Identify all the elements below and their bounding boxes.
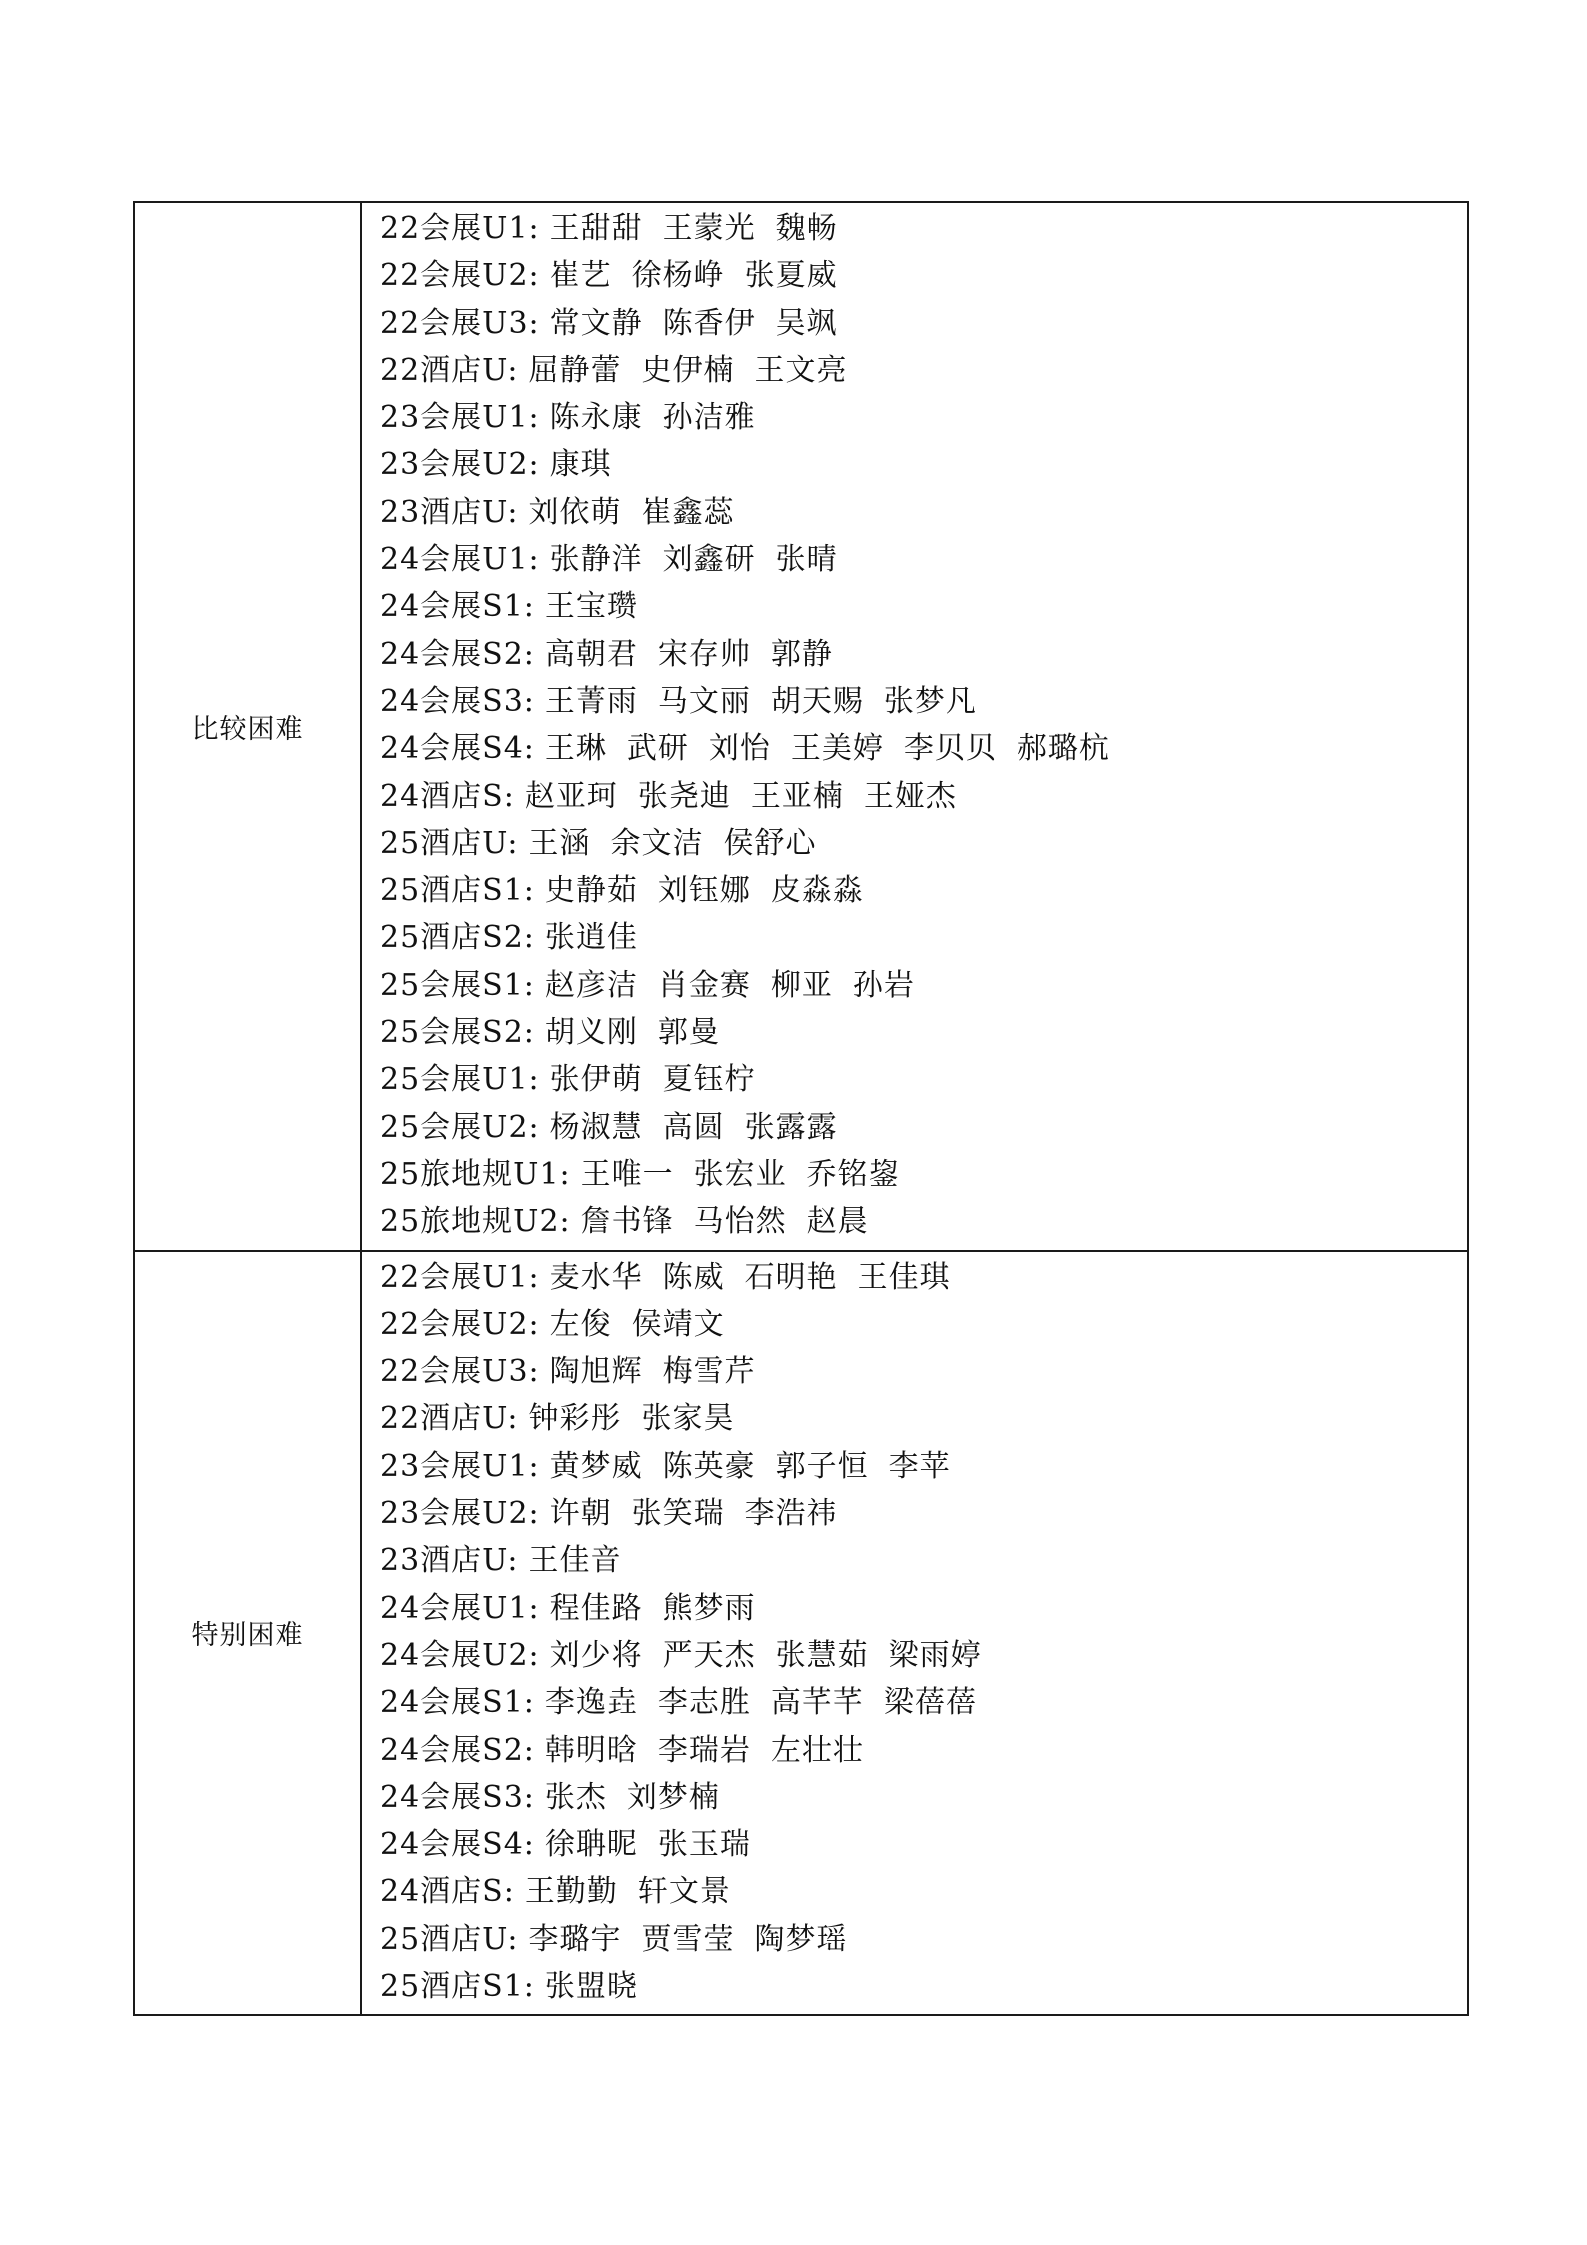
student-name: 史静茹 (544, 873, 638, 909)
class-line (380, 1963, 1467, 2010)
class-line (380, 1254, 1467, 1301)
student-name: 高朝君 (544, 636, 638, 672)
student-name: 高芊芊 (770, 1685, 864, 1721)
student-name: 赵晨 (806, 1204, 869, 1240)
class-label: 24会展S2: (380, 636, 535, 672)
student-name: 王甜甜 (549, 211, 643, 246)
student-name: 胡天赐 (770, 683, 864, 719)
class-label: 24会展S1: (380, 1685, 535, 1721)
student-name: 王宝瓒 (544, 589, 638, 625)
class-label: 24会展S3: (380, 1779, 535, 1815)
student-name: 程佳路 (549, 1590, 643, 1626)
student-name: 魏畅 (775, 211, 838, 246)
student-name: 郭子恒 (775, 1448, 869, 1484)
student-name: 马怡然 (693, 1204, 787, 1240)
student-name: 王蒙光 (662, 211, 756, 246)
student-name: 宋存帅 (657, 636, 751, 672)
student-name: 石明艳 (744, 1259, 838, 1295)
class-line (380, 1348, 1467, 1395)
student-name: 侯靖文 (631, 1306, 725, 1342)
student-name: 王亚楠 (750, 778, 844, 814)
class-line (380, 1104, 1467, 1151)
student-name: 张杰 (544, 1779, 607, 1815)
student-name: 史伊楠 (641, 352, 735, 388)
student-name: 梅雪芹 (662, 1354, 756, 1390)
student-name: 常文静 (549, 305, 643, 341)
student-name: 郭曼 (657, 1015, 720, 1051)
class-line (380, 773, 1467, 820)
names-cell (361, 202, 1468, 1251)
student-name: 梁雨婷 (888, 1637, 982, 1673)
student-name: 麦水华 (549, 1259, 643, 1295)
group-row-very-difficult (134, 1251, 1468, 2016)
class-line (380, 678, 1467, 725)
student-name: 杨淑慧 (549, 1109, 643, 1145)
class-label: 23会展U1: (380, 400, 540, 436)
class-line (380, 1821, 1467, 1868)
class-label: 25旅地规U1: (380, 1156, 571, 1192)
student-name: 李逸垚 (544, 1685, 638, 1721)
student-name: 左俊 (549, 1306, 612, 1342)
student-name: 张夏威 (744, 258, 838, 294)
student-name: 王琳 (544, 731, 607, 767)
student-name: 王佳音 (528, 1543, 622, 1579)
student-name: 陈永康 (549, 400, 643, 436)
student-name: 左壮壮 (770, 1732, 864, 1768)
class-line (380, 1916, 1467, 1963)
student-name: 赵彦洁 (544, 967, 638, 1003)
student-name: 刘鑫研 (662, 542, 756, 578)
student-name: 贾雪莹 (641, 1921, 735, 1957)
student-name: 詹书锋 (580, 1204, 674, 1240)
student-name: 张笑瑞 (631, 1496, 725, 1532)
class-line (380, 631, 1467, 678)
student-name: 刘怡 (708, 731, 771, 767)
class-line (380, 725, 1467, 772)
class-label: 24会展S4: (380, 1827, 535, 1863)
student-name: 王涵 (528, 825, 591, 861)
class-label: 22酒店U: (380, 1401, 519, 1437)
class-line (380, 1490, 1467, 1537)
class-label: 24会展U1: (380, 542, 540, 578)
student-name: 余文洁 (610, 825, 704, 861)
group-row-difficult (134, 202, 1468, 1251)
category-cell: 比较困难 (134, 202, 361, 1251)
class-label: 24酒店S: (380, 778, 515, 814)
student-name: 侯舒心 (723, 825, 817, 861)
student-name: 张晴 (775, 542, 838, 578)
student-name: 屈静蕾 (528, 352, 622, 388)
student-name: 李瑞岩 (657, 1732, 751, 1768)
class-line (380, 394, 1467, 441)
student-name: 肖金赛 (657, 967, 751, 1003)
student-name: 王佳琪 (857, 1259, 951, 1295)
student-name: 刘依萌 (528, 494, 622, 530)
student-name: 王勤勤 (524, 1874, 618, 1910)
class-line (380, 1585, 1467, 1632)
student-name: 郭静 (770, 636, 833, 672)
class-line (380, 300, 1467, 347)
student-name: 孙岩 (852, 967, 915, 1003)
student-name: 轩文景 (637, 1874, 731, 1910)
class-label: 22会展U2: (380, 258, 540, 294)
student-name: 李璐宇 (528, 1921, 622, 1957)
student-name: 陶旭辉 (549, 1354, 643, 1390)
names-cell (361, 1251, 1468, 2016)
class-label: 22会展U2: (380, 1306, 540, 1342)
student-name: 陶梦瑶 (754, 1921, 848, 1957)
class-line (380, 1868, 1467, 1915)
student-name: 张玉瑞 (657, 1827, 751, 1863)
student-name: 张慧茹 (775, 1637, 869, 1673)
student-name: 黄梦威 (549, 1448, 643, 1484)
student-name: 王美婷 (790, 731, 884, 767)
class-label: 24会展U1: (380, 1590, 540, 1626)
student-name: 陈英豪 (662, 1448, 756, 1484)
student-name: 李贝贝 (903, 731, 997, 767)
class-label: 23酒店U: (380, 494, 519, 530)
student-name: 钟彩彤 (528, 1401, 622, 1437)
class-label: 25酒店S2: (380, 920, 535, 956)
class-line (380, 252, 1467, 299)
class-line (380, 1009, 1467, 1056)
student-name: 乔铭鋆 (806, 1156, 900, 1192)
class-line (380, 962, 1467, 1009)
student-name: 郝璐杭 (1016, 731, 1110, 767)
class-label: 25会展U1: (380, 1062, 540, 1098)
class-label: 22会展U1: (380, 211, 540, 246)
class-line (380, 1727, 1467, 1774)
student-name: 李苹 (888, 1448, 951, 1484)
class-line (380, 205, 1467, 252)
class-label: 23会展U1: (380, 1448, 540, 1484)
class-line (380, 347, 1467, 394)
student-name: 张逍佳 (544, 920, 638, 956)
class-label: 25酒店U: (380, 1921, 519, 1957)
class-line (380, 489, 1467, 536)
student-name: 张尧迪 (637, 778, 731, 814)
student-name: 刘钰娜 (657, 873, 751, 909)
class-label: 22会展U3: (380, 305, 540, 341)
class-label: 22会展U1: (380, 1259, 540, 1295)
class-line (380, 1151, 1467, 1198)
student-name: 陈威 (662, 1259, 725, 1295)
student-name: 高圆 (662, 1109, 725, 1145)
student-name: 王娅杰 (863, 778, 957, 814)
student-name: 崔艺 (549, 258, 612, 294)
class-line (380, 1632, 1467, 1679)
class-label: 25会展S2: (380, 1015, 535, 1051)
class-label: 25旅地规U2: (380, 1204, 571, 1240)
class-label: 22会展U3: (380, 1354, 540, 1390)
class-label: 23会展U2: (380, 1496, 540, 1532)
class-line (380, 867, 1467, 914)
class-label: 25酒店S1: (380, 873, 535, 909)
class-label: 23酒店U: (380, 1543, 519, 1579)
student-name: 李浩祎 (744, 1496, 838, 1532)
student-name: 刘少将 (549, 1637, 643, 1673)
student-name: 张宏业 (693, 1156, 787, 1192)
class-line (380, 820, 1467, 867)
student-name: 康琪 (549, 447, 612, 483)
table-body (134, 202, 1468, 2015)
category-cell: 特别困难 (134, 1251, 361, 2016)
student-name: 徐杨峥 (631, 258, 725, 294)
class-label: 24会展S4: (380, 731, 535, 767)
class-label: 25会展S1: (380, 967, 535, 1003)
student-name: 孙洁雅 (662, 400, 756, 436)
student-name: 刘梦楠 (626, 1779, 720, 1815)
hardship-student-table (133, 201, 1469, 2016)
class-line (380, 1198, 1467, 1245)
class-line (380, 1056, 1467, 1103)
student-name: 张盟晓 (544, 1968, 638, 2004)
student-name: 王唯一 (580, 1156, 674, 1192)
class-line (380, 914, 1467, 961)
class-label: 24酒店S: (380, 1874, 515, 1910)
class-line (380, 1443, 1467, 1490)
student-name: 马文丽 (657, 683, 751, 719)
student-name: 许朝 (549, 1496, 612, 1532)
student-name: 李志胜 (657, 1685, 751, 1721)
class-label: 25酒店U: (380, 825, 519, 861)
class-line (380, 1395, 1467, 1442)
student-name: 韩明晗 (544, 1732, 638, 1768)
class-label: 25酒店S1: (380, 1968, 535, 2004)
student-name: 梁蓓蓓 (883, 1685, 977, 1721)
student-name: 王菁雨 (544, 683, 638, 719)
class-line (380, 1301, 1467, 1348)
class-line (380, 1537, 1467, 1584)
student-name: 徐聃昵 (544, 1827, 638, 1863)
student-name: 夏钰柠 (662, 1062, 756, 1098)
student-name: 张静洋 (549, 542, 643, 578)
student-name: 张家昊 (641, 1401, 735, 1437)
class-label: 24会展S2: (380, 1732, 535, 1768)
student-name: 赵亚珂 (524, 778, 618, 814)
student-name: 张伊萌 (549, 1062, 643, 1098)
student-name: 武研 (626, 731, 689, 767)
student-name: 吴飒 (775, 305, 838, 341)
class-line (380, 536, 1467, 583)
class-label: 25会展U2: (380, 1109, 540, 1145)
class-line (380, 1679, 1467, 1726)
student-name: 崔鑫蕊 (641, 494, 735, 530)
class-line (380, 441, 1467, 488)
student-name: 胡义刚 (544, 1015, 638, 1051)
student-name: 王文亮 (754, 352, 848, 388)
student-name: 熊梦雨 (662, 1590, 756, 1626)
student-name: 严天杰 (662, 1637, 756, 1673)
student-name: 张露露 (744, 1109, 838, 1145)
class-label: 22酒店U: (380, 352, 519, 388)
student-name: 陈香伊 (662, 305, 756, 341)
class-label: 24会展S1: (380, 589, 535, 625)
student-name: 柳亚 (770, 967, 833, 1003)
student-name: 张梦凡 (883, 683, 977, 719)
class-line (380, 583, 1467, 630)
class-label: 24会展S3: (380, 683, 535, 719)
class-line (380, 1774, 1467, 1821)
class-label: 24会展U2: (380, 1637, 540, 1673)
class-label: 23会展U2: (380, 447, 540, 483)
student-name: 皮淼淼 (770, 873, 864, 909)
